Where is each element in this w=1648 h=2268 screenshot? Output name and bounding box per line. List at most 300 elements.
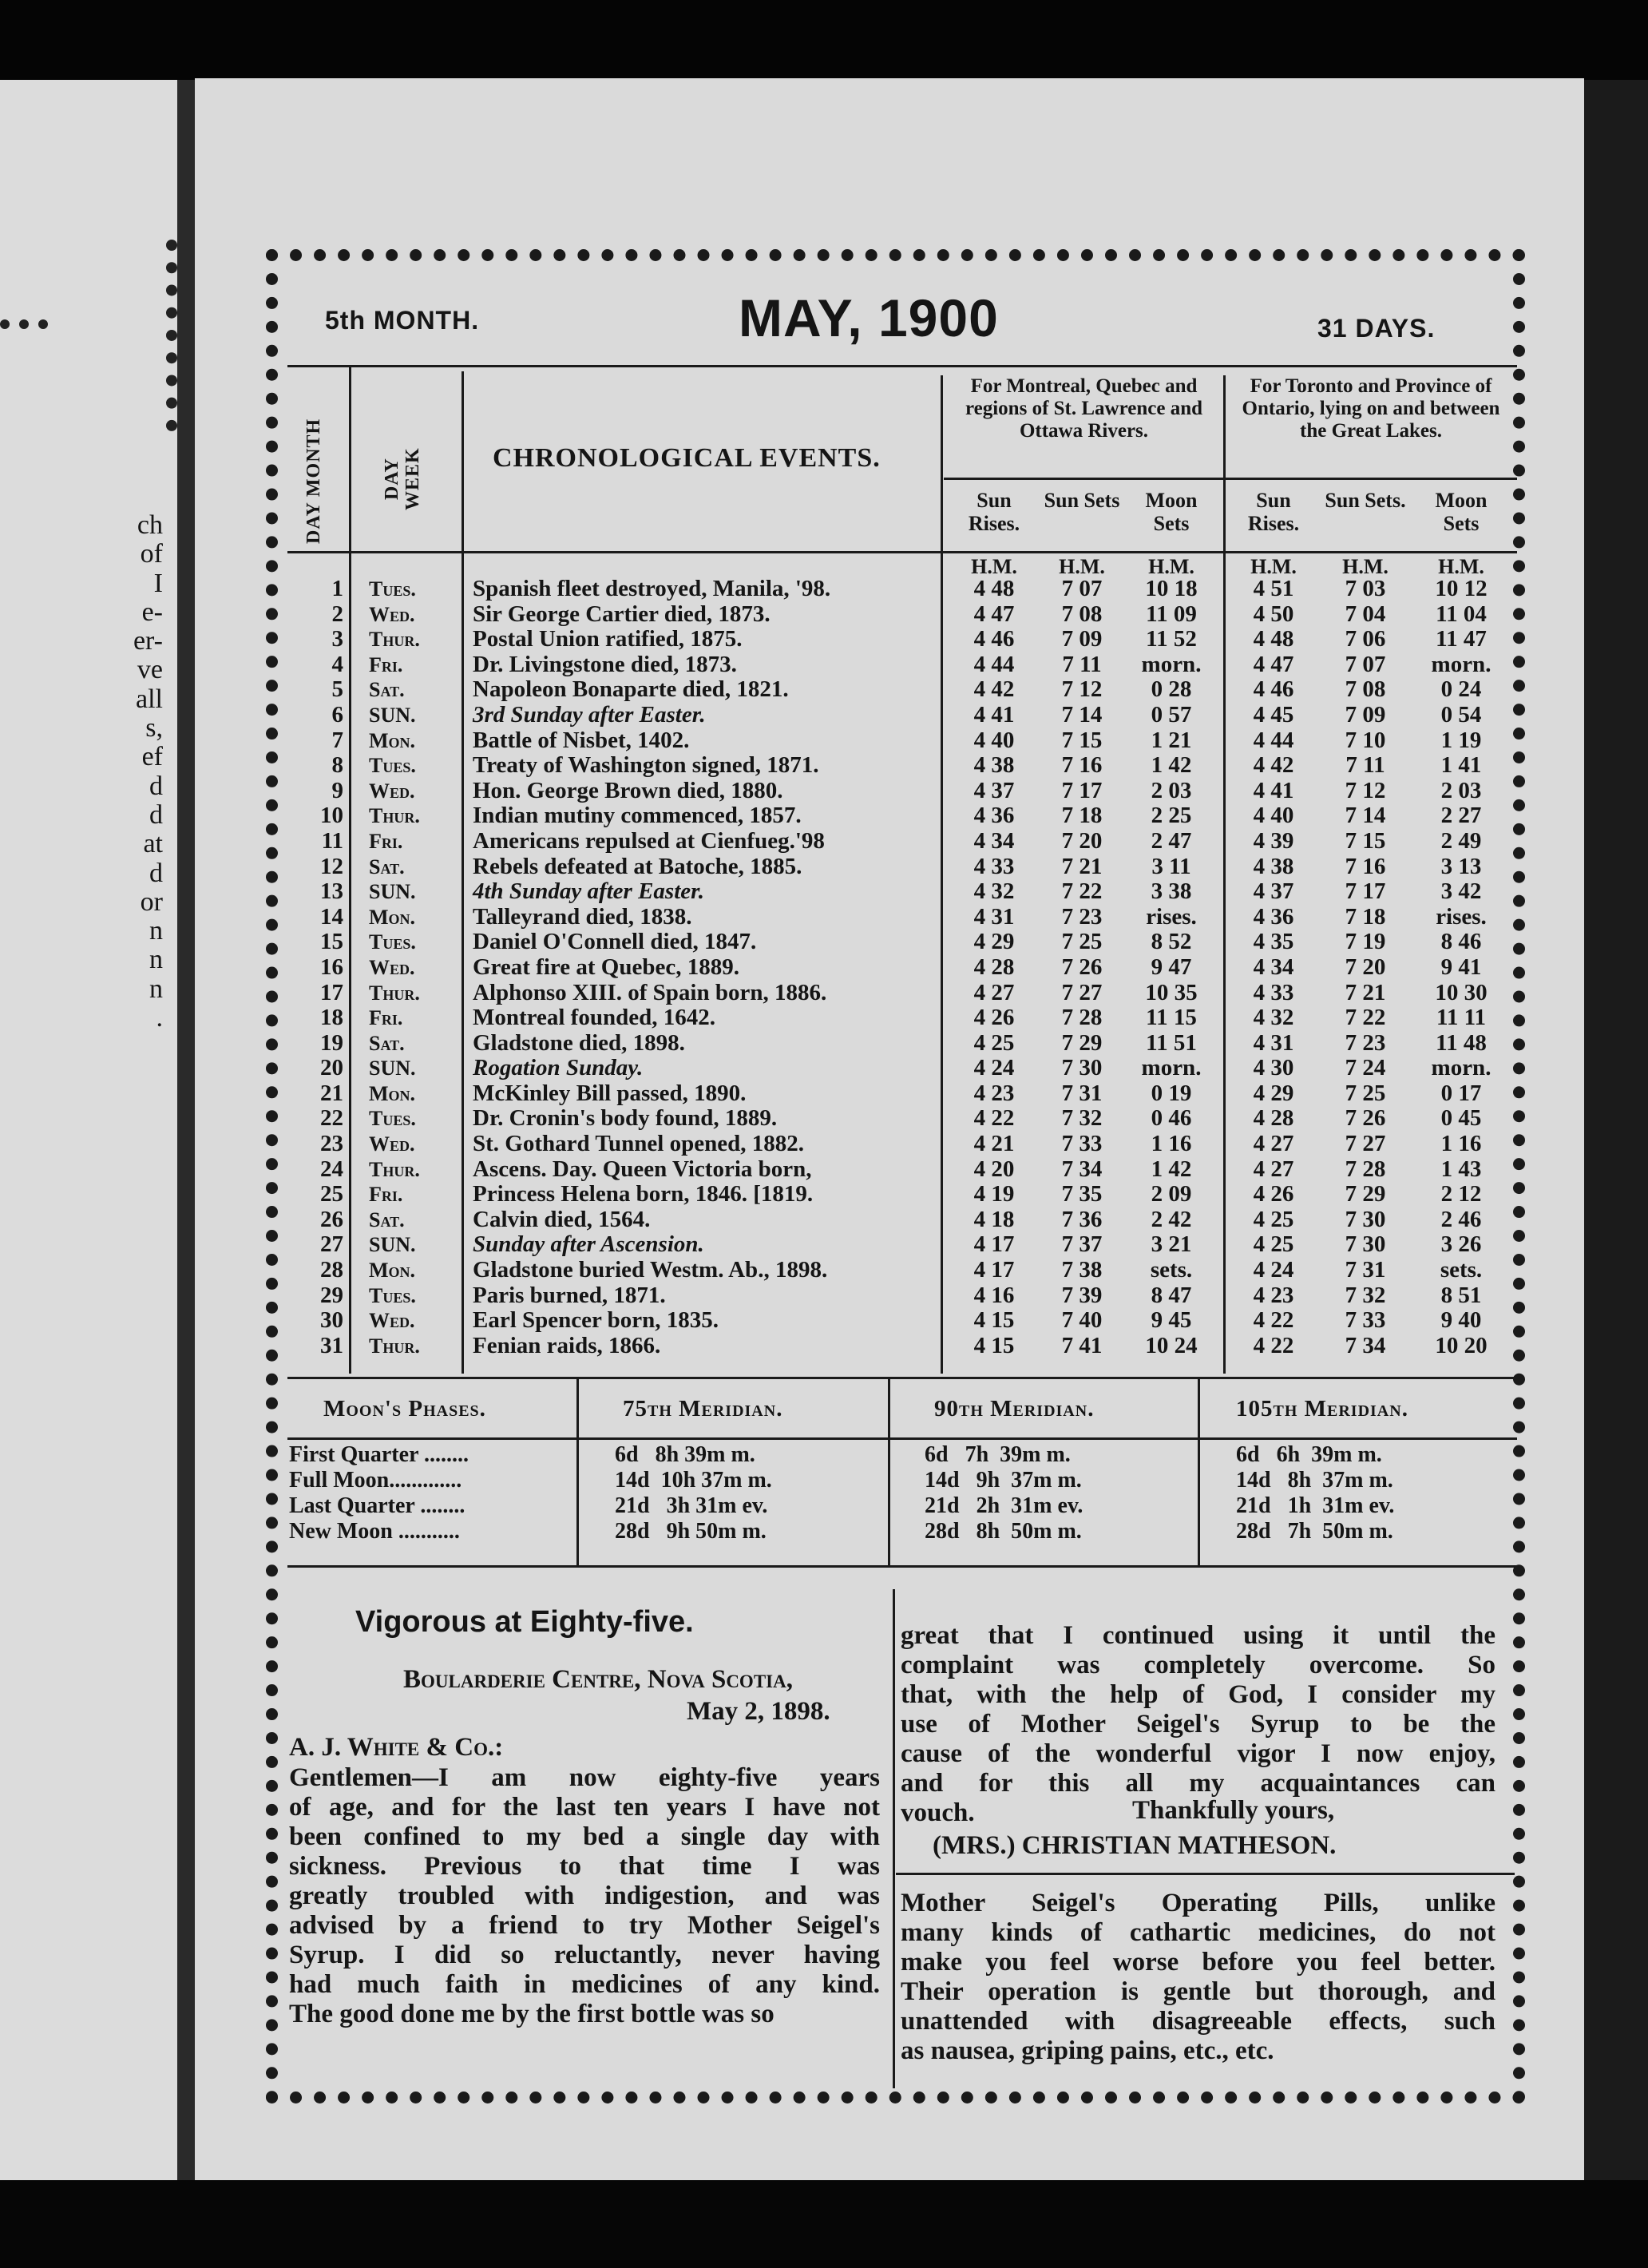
day-of-week: Thur. <box>369 628 420 652</box>
moon-sets-toronto: 2 12 <box>1440 1181 1482 1207</box>
day-of-month: 24 <box>320 1156 343 1182</box>
sun-rises-montreal: 4 38 <box>973 752 1015 779</box>
phases-bottom-rule <box>287 1565 1517 1568</box>
sun-sets-toronto: 7 28 <box>1345 1156 1386 1182</box>
sun-rises-montreal: 4 33 <box>973 853 1015 879</box>
sun-rises-toronto: 4 22 <box>1253 1332 1294 1358</box>
day-of-month: 26 <box>320 1206 343 1232</box>
moon-sets-toronto: sets. <box>1440 1257 1483 1283</box>
sun-sets-toronto: 7 16 <box>1345 853 1386 879</box>
day-of-week: Mon. <box>369 1081 416 1105</box>
event-text: St. Gothard Tunnel opened, 1882. <box>473 1131 804 1157</box>
moon-sets-montreal: 2 47 <box>1151 827 1192 854</box>
day-of-week: Fri. <box>369 1006 403 1030</box>
event-text: Gladstone buried Westm. Ab., 1898. <box>473 1257 828 1283</box>
moon-sets-header-1: Moon Sets <box>1145 489 1198 535</box>
moon-sets-montreal: morn. <box>1141 1055 1202 1081</box>
sun-rises-montreal: 4 27 <box>973 979 1015 1005</box>
moon-sets-montreal: 2 42 <box>1151 1206 1192 1232</box>
hm-unit: H.M. <box>1148 555 1194 578</box>
moon-sets-montreal: sets. <box>1150 1257 1193 1283</box>
moon-sets-toronto: 1 16 <box>1440 1131 1482 1157</box>
phase-time-75: 28d 9h 50m m. <box>615 1519 767 1544</box>
event-text: Paris burned, 1871. <box>473 1282 666 1308</box>
day-of-week: Sat. <box>369 854 405 878</box>
sun-sets-toronto: 7 17 <box>1345 878 1386 905</box>
ad-date: May 2, 1898. <box>687 1697 830 1726</box>
event-text: Americans repulsed at Cienfueg.'98 <box>473 827 825 854</box>
sun-rises-montreal: 4 29 <box>973 929 1015 955</box>
sun-rises-toronto: 4 45 <box>1253 701 1294 728</box>
table-row <box>303 1258 1517 1283</box>
event-text: Princess Helena born, 1846. [1819. <box>473 1181 814 1207</box>
day-of-month: 16 <box>320 954 343 980</box>
left-page-fragment: ve <box>137 655 163 685</box>
day-of-month: 2 <box>331 601 343 627</box>
ad-text-line: Syrup. I did so reluctantly, never having <box>289 1941 880 1969</box>
moon-sets-toronto: 9 40 <box>1440 1307 1482 1334</box>
left-page-fragment: ef <box>141 742 163 772</box>
sun-rises-montreal: 4 40 <box>973 727 1015 753</box>
phase-time-75: 14d 10h 37m m. <box>615 1468 772 1493</box>
sun-rises-toronto: 4 33 <box>1253 979 1294 1005</box>
day-of-week: Tues. <box>369 930 416 954</box>
table-row <box>303 829 1517 854</box>
sun-rises-montreal: 4 20 <box>973 1156 1015 1182</box>
hm-unit: H.M. <box>1059 555 1105 578</box>
sun-rises-montreal: 4 42 <box>973 676 1015 703</box>
left-page-fragment: n <box>149 973 163 1004</box>
sun-rises-montreal: 4 44 <box>973 651 1015 677</box>
phase-name: New Moon ........... <box>289 1519 460 1544</box>
ad-text-line: of age, and for the last ten years I have not <box>289 1793 880 1822</box>
sun-rises-toronto: 4 44 <box>1253 727 1294 753</box>
day-of-week: SUN. <box>369 1057 416 1080</box>
ad-text-line: Their operation is gentle but thorough, and <box>901 1977 1495 2006</box>
ad-text-line: and for this all my acquaintances can <box>901 1769 1495 1798</box>
day-of-month: 27 <box>320 1231 343 1258</box>
table-row <box>303 854 1517 880</box>
sun-rises-toronto: 4 32 <box>1253 1005 1294 1031</box>
sun-rises-montreal: 4 22 <box>973 1105 1015 1132</box>
table-row <box>303 905 1517 930</box>
sun-rises-toronto: 4 50 <box>1253 601 1294 627</box>
sun-rises-toronto: 4 27 <box>1253 1131 1294 1157</box>
table-row <box>303 577 1517 602</box>
phase-name: First Quarter ........ <box>289 1442 469 1467</box>
day-of-month: 14 <box>320 903 343 930</box>
ad-text-line: had much faith in medicines of any kind. <box>289 1970 880 1999</box>
sun-rises-toronto: 4 25 <box>1253 1206 1294 1232</box>
left-facing-page <box>0 80 177 2180</box>
sun-sets-toronto: 7 14 <box>1345 803 1386 829</box>
day-week-header: DAY WEEK <box>382 447 423 511</box>
day-of-month: 20 <box>320 1055 343 1081</box>
days-count-label: 31 DAYS. <box>1317 314 1436 343</box>
phase-time-90: 14d 9h 37m m. <box>925 1468 1082 1493</box>
phase-time-105: 6d 6h 39m m. <box>1236 1442 1382 1467</box>
sun-rises-toronto: 4 42 <box>1253 752 1294 779</box>
day-of-month: 11 <box>321 827 343 854</box>
left-page-fragment: at <box>143 829 163 859</box>
day-of-month: 9 <box>331 777 343 803</box>
moon-sets-montreal: 1 42 <box>1151 1156 1192 1182</box>
sun-sets-montreal: 7 29 <box>1061 1029 1103 1056</box>
day-of-month: 17 <box>320 979 343 1005</box>
hm-unit: H.M. <box>971 555 1017 578</box>
sun-sets-toronto: 7 09 <box>1345 701 1386 728</box>
hm-unit: H.M. <box>1438 555 1484 578</box>
left-page-border <box>150 240 177 431</box>
sun-sets-montreal: 7 40 <box>1061 1307 1103 1334</box>
table-row <box>303 779 1517 804</box>
day-of-week: Thur. <box>369 1157 420 1181</box>
sun-sets-montreal: 7 32 <box>1061 1105 1103 1132</box>
day-of-week: Thur. <box>369 1334 420 1358</box>
sun-sets-montreal: 7 21 <box>1061 853 1103 879</box>
sun-rises-toronto: 4 31 <box>1253 1029 1294 1056</box>
sun-rises-montreal: 4 26 <box>973 1005 1015 1031</box>
event-text: 3rd Sunday after Easter. <box>473 701 706 728</box>
sun-sets-montreal: 7 08 <box>1061 601 1103 627</box>
moon-sets-toronto: 2 49 <box>1440 827 1482 854</box>
moon-sets-toronto: 1 43 <box>1440 1156 1482 1182</box>
day-of-month: 31 <box>320 1332 343 1358</box>
event-text: Napoleon Bonaparte died, 1821. <box>473 676 789 703</box>
sun-rises-toronto: 4 41 <box>1253 777 1294 803</box>
left-page-fragment: or <box>140 886 163 917</box>
left-page-border-top <box>0 319 48 340</box>
scan-background-top <box>0 0 1648 80</box>
page-title: MAY, 1900 <box>739 288 999 347</box>
day-of-week: Mon. <box>369 905 416 929</box>
moon-sets-toronto: 0 45 <box>1440 1105 1482 1132</box>
sun-sets-toronto: 7 26 <box>1345 1105 1386 1132</box>
phases-divider-2 <box>888 1379 890 1565</box>
sun-rises-montreal: 4 17 <box>973 1257 1015 1283</box>
table-row <box>303 677 1517 703</box>
sun-rises-toronto: 4 27 <box>1253 1156 1294 1182</box>
day-of-week: Tues. <box>369 1107 416 1131</box>
event-text: Alphonso XIII. of Spain born, 1886. <box>473 979 827 1005</box>
ad-text-line: use of Mother Seigel's Syrup to be the <box>901 1710 1495 1739</box>
sun-rises-montreal: 4 37 <box>973 777 1015 803</box>
sun-rises-montreal: 4 15 <box>973 1332 1015 1358</box>
moon-sets-toronto: 3 42 <box>1440 878 1482 905</box>
left-page-fragment: s, <box>145 713 163 743</box>
day-of-month: 29 <box>320 1282 343 1308</box>
sun-rises-toronto: 4 47 <box>1253 651 1294 677</box>
event-text: McKinley Bill passed, 1890. <box>473 1080 747 1106</box>
sun-rises-toronto: 4 30 <box>1253 1055 1294 1081</box>
event-text: Daniel O'Connell died, 1847. <box>473 929 757 955</box>
sun-rises-montreal: 4 25 <box>973 1029 1015 1056</box>
ad-text-line: great that I continued using it until the <box>901 1621 1495 1650</box>
moon-sets-montreal: 9 47 <box>1151 954 1192 980</box>
table-row <box>303 1207 1517 1233</box>
sun-rises-montreal: 4 36 <box>973 803 1015 829</box>
moon-sets-toronto: 10 30 <box>1435 979 1488 1005</box>
event-text: Rogation Sunday. <box>473 1055 644 1081</box>
day-of-week: Tues. <box>369 754 416 778</box>
sun-rises-montreal: 4 28 <box>973 954 1015 980</box>
sun-sets-montreal: 7 30 <box>1061 1055 1103 1081</box>
day-of-month: 25 <box>320 1181 343 1207</box>
phase-time-105: 28d 7h 50m m. <box>1236 1519 1393 1544</box>
left-page-fragment: er- <box>133 626 163 656</box>
day-of-week: Mon. <box>369 728 416 752</box>
hm-unit: H.M. <box>1250 555 1297 578</box>
day-of-month: 28 <box>320 1257 343 1283</box>
sun-sets-montreal: 7 18 <box>1061 803 1103 829</box>
moon-sets-toronto: 2 46 <box>1440 1206 1482 1232</box>
table-row <box>303 1106 1517 1132</box>
ad-closing: Thankfully yours, <box>1132 1796 1335 1825</box>
table-row <box>303 1005 1517 1031</box>
day-of-week: Fri. <box>369 652 403 676</box>
moon-sets-montreal: 11 52 <box>1146 626 1197 652</box>
sun-sets-montreal: 7 20 <box>1061 827 1103 854</box>
ad-text-line: unattended with disagreeable effects, such <box>901 2007 1495 2036</box>
sun-sets-toronto: 7 31 <box>1345 1257 1386 1283</box>
sun-sets-header-2: Sun Sets. <box>1325 489 1406 512</box>
moon-sets-montreal: 2 03 <box>1151 777 1192 803</box>
left-page-fragment: I <box>153 568 163 598</box>
ad-text-line: as nausea, griping pains, etc., etc. <box>901 2036 1274 2065</box>
sun-rises-toronto: 4 29 <box>1253 1080 1294 1106</box>
sun-sets-toronto: 7 12 <box>1345 777 1386 803</box>
moon-sets-toronto: 11 47 <box>1436 626 1487 652</box>
left-page-fragment: d <box>149 771 163 801</box>
sun-sets-montreal: 7 09 <box>1061 626 1103 652</box>
sun-sets-montreal: 7 36 <box>1061 1206 1103 1232</box>
sun-sets-toronto: 7 20 <box>1345 954 1386 980</box>
moon-sets-montreal: 10 24 <box>1145 1332 1198 1358</box>
sun-sets-toronto: 7 18 <box>1345 903 1386 930</box>
moon-sets-montreal: 2 09 <box>1151 1181 1192 1207</box>
ad-salutation: A. J. White & Co.: <box>289 1733 504 1762</box>
phase-time-105: 21d 1h 31m ev. <box>1236 1493 1395 1518</box>
sun-sets-toronto: 7 03 <box>1345 576 1386 601</box>
ad-pills-paragraph <box>901 1889 1495 2066</box>
phase-time-90: 28d 8h 50m m. <box>925 1519 1082 1544</box>
day-of-month: 1 <box>331 576 343 601</box>
event-text: Gladstone died, 1898. <box>473 1029 685 1056</box>
ad-letter-left-column <box>289 1763 880 2029</box>
table-header-rule <box>287 551 1517 553</box>
table-row <box>303 602 1517 628</box>
left-page-fragment: ch <box>137 510 163 540</box>
table-row <box>303 981 1517 1006</box>
event-text: Battle of Nisbet, 1402. <box>473 727 690 753</box>
sun-sets-montreal: 7 38 <box>1061 1257 1103 1283</box>
ad-text-line: Mother Seigel's Operating Pills, unlike <box>901 1889 1495 1917</box>
day-of-month: 7 <box>331 727 343 753</box>
day-of-week: Wed. <box>369 1309 415 1333</box>
sun-sets-montreal: 7 31 <box>1061 1080 1103 1106</box>
sun-rises-toronto: 4 46 <box>1253 676 1294 703</box>
table-row <box>303 627 1517 652</box>
table-row <box>303 879 1517 905</box>
sun-sets-montreal: 7 27 <box>1061 979 1103 1005</box>
day-of-month: 6 <box>331 701 343 728</box>
moon-sets-toronto: morn. <box>1431 651 1492 677</box>
sun-sets-toronto: 7 15 <box>1345 827 1386 854</box>
book-gutter <box>177 80 195 2180</box>
sun-sets-montreal: 7 25 <box>1061 929 1103 955</box>
scan-background-right <box>1584 80 1648 2180</box>
day-of-week: SUN. <box>369 880 416 904</box>
moon-sets-montreal: 10 35 <box>1145 979 1198 1005</box>
ad-title: Vigorous at Eighty-five. <box>355 1605 694 1639</box>
sun-sets-toronto: 7 10 <box>1345 727 1386 753</box>
sun-sets-montreal: 7 22 <box>1061 878 1103 905</box>
sun-rises-toronto: 4 35 <box>1253 929 1294 955</box>
sun-sets-header-1: Sun Sets <box>1044 489 1120 512</box>
table-top-rule <box>287 365 1517 367</box>
day-of-month: 23 <box>320 1131 343 1157</box>
day-of-month: 22 <box>320 1105 343 1132</box>
phase-name: Full Moon............. <box>289 1468 462 1493</box>
sun-sets-toronto: 7 30 <box>1345 1206 1386 1232</box>
moon-sets-montreal: 11 51 <box>1146 1029 1197 1056</box>
sun-rises-montreal: 4 18 <box>973 1206 1015 1232</box>
event-text: Spanish fleet destroyed, Manila, '98. <box>473 576 831 601</box>
sun-sets-montreal: 7 16 <box>1061 752 1103 779</box>
sun-sets-montreal: 7 15 <box>1061 727 1103 753</box>
sun-sets-montreal: 7 17 <box>1061 777 1103 803</box>
moon-sets-toronto: 11 04 <box>1436 601 1487 627</box>
day-month-header: DAY MONTH <box>303 418 324 545</box>
sun-rises-montreal: 4 16 <box>973 1282 1015 1308</box>
sun-sets-montreal: 7 34 <box>1061 1156 1103 1182</box>
meridian-75-header: 75th Meridian. <box>623 1396 783 1421</box>
moon-sets-toronto: 10 12 <box>1435 576 1488 601</box>
moon-sets-montreal: 3 11 <box>1151 853 1191 879</box>
day-of-month: 8 <box>331 752 343 779</box>
sun-rises-montreal: 4 15 <box>973 1307 1015 1334</box>
table-row <box>303 1232 1517 1258</box>
table-row <box>303 753 1517 779</box>
moon-sets-montreal: 1 16 <box>1151 1131 1192 1157</box>
event-text: Dr. Cronin's body found, 1889. <box>473 1105 778 1132</box>
table-row <box>303 1031 1517 1057</box>
ad-text-line: Gentlemen—I am now eighty-five years <box>289 1763 880 1792</box>
sun-sets-montreal: 7 41 <box>1061 1332 1103 1358</box>
table-row <box>303 1182 1517 1207</box>
table-row <box>303 1132 1517 1157</box>
ad-text-line: that, with the help of God, I consider my <box>901 1680 1495 1709</box>
sun-sets-montreal: 7 07 <box>1061 576 1103 601</box>
day-of-week: Fri. <box>369 1183 403 1207</box>
sun-sets-montreal: 7 12 <box>1061 676 1103 703</box>
day-of-week: Thur. <box>369 804 420 828</box>
sun-rises-toronto: 4 36 <box>1253 903 1294 930</box>
moon-sets-montreal: 1 21 <box>1151 727 1192 753</box>
moon-sets-toronto: 8 46 <box>1440 929 1482 955</box>
day-of-week: SUN. <box>369 703 416 727</box>
sun-sets-montreal: 7 37 <box>1061 1231 1103 1258</box>
table-row <box>303 1334 1517 1359</box>
sun-rises-montreal: 4 23 <box>973 1080 1015 1106</box>
sun-rises-toronto: 4 26 <box>1253 1181 1294 1207</box>
table-row <box>303 1056 1517 1081</box>
sun-rises-toronto: 4 25 <box>1253 1231 1294 1258</box>
events-header: CHRONOLOGICAL EVENTS. <box>493 443 881 473</box>
sun-rises-toronto: 4 38 <box>1253 853 1294 879</box>
event-text: Ascens. Day. Queen Victoria born, <box>473 1156 812 1182</box>
table-row <box>303 703 1517 728</box>
moon-sets-montreal: 0 57 <box>1151 701 1192 728</box>
table-row <box>303 728 1517 754</box>
ad-text-line: make you feel worse before you feel better. <box>901 1948 1495 1977</box>
sun-rises-toronto: 4 23 <box>1253 1282 1294 1308</box>
table-row <box>303 652 1517 678</box>
sun-rises-montreal: 4 47 <box>973 601 1015 627</box>
moon-sets-toronto: 10 20 <box>1435 1332 1488 1358</box>
day-of-week: SUN. <box>369 1233 416 1257</box>
meridian-90-header: 90th Meridian. <box>934 1396 1095 1421</box>
moon-sets-header-2: Moon Sets <box>1435 489 1488 535</box>
sun-sets-montreal: 7 39 <box>1061 1282 1103 1308</box>
event-text: Calvin died, 1564. <box>473 1206 651 1232</box>
day-of-week: Wed. <box>369 1132 415 1156</box>
ad-text-line: sickness. Previous to that time I was <box>289 1852 880 1881</box>
region-subheader-rule <box>944 478 1517 480</box>
moon-sets-toronto: 2 03 <box>1440 777 1482 803</box>
table-row <box>303 930 1517 955</box>
sun-rises-montreal: 4 32 <box>973 878 1015 905</box>
ad-place: Boularderie Centre, Nova Scotia, <box>403 1665 793 1694</box>
sun-sets-toronto: 7 30 <box>1345 1231 1386 1258</box>
table-row <box>303 1308 1517 1334</box>
day-of-month: 19 <box>320 1029 343 1056</box>
scan-background-bottom <box>0 2180 1648 2268</box>
sun-sets-toronto: 7 22 <box>1345 1005 1386 1031</box>
sun-rises-montreal: 4 46 <box>973 626 1015 652</box>
phases-header-rule <box>287 1437 1517 1440</box>
sun-sets-toronto: 7 06 <box>1345 626 1386 652</box>
day-of-week: Wed. <box>369 602 415 626</box>
sun-sets-toronto: 7 21 <box>1345 979 1386 1005</box>
sun-rises-montreal: 4 48 <box>973 576 1015 601</box>
phase-time-90: 6d 7h 39m m. <box>925 1442 1071 1467</box>
moon-sets-montreal: 0 46 <box>1151 1105 1192 1132</box>
day-of-week: Sat. <box>369 678 405 702</box>
day-of-week: Tues. <box>369 1283 416 1307</box>
sun-sets-toronto: 7 11 <box>1345 752 1385 779</box>
sun-sets-toronto: 7 34 <box>1345 1332 1386 1358</box>
event-text: Fenian raids, 1866. <box>473 1332 661 1358</box>
event-text: Great fire at Quebec, 1889. <box>473 954 739 980</box>
moon-sets-montreal: 2 25 <box>1151 803 1192 829</box>
moon-sets-montreal: 3 21 <box>1151 1231 1192 1258</box>
event-text: Montreal founded, 1642. <box>473 1005 715 1031</box>
sun-rises-toronto: 4 28 <box>1253 1105 1294 1132</box>
sun-sets-toronto: 7 29 <box>1345 1181 1386 1207</box>
moon-sets-toronto: 0 24 <box>1440 676 1482 703</box>
moon-sets-toronto: 11 11 <box>1436 1005 1487 1031</box>
sun-rises-montreal: 4 31 <box>973 903 1015 930</box>
day-of-month: 21 <box>320 1080 343 1106</box>
event-text: Talleyrand died, 1838. <box>473 903 692 930</box>
sun-sets-montreal: 7 11 <box>1062 651 1102 677</box>
day-of-month: 3 <box>331 626 343 652</box>
event-text: Sir George Cartier died, 1873. <box>473 601 771 627</box>
table-row <box>303 955 1517 981</box>
moon-sets-montreal: 9 45 <box>1151 1307 1192 1334</box>
left-page-fragment: of <box>140 539 163 569</box>
